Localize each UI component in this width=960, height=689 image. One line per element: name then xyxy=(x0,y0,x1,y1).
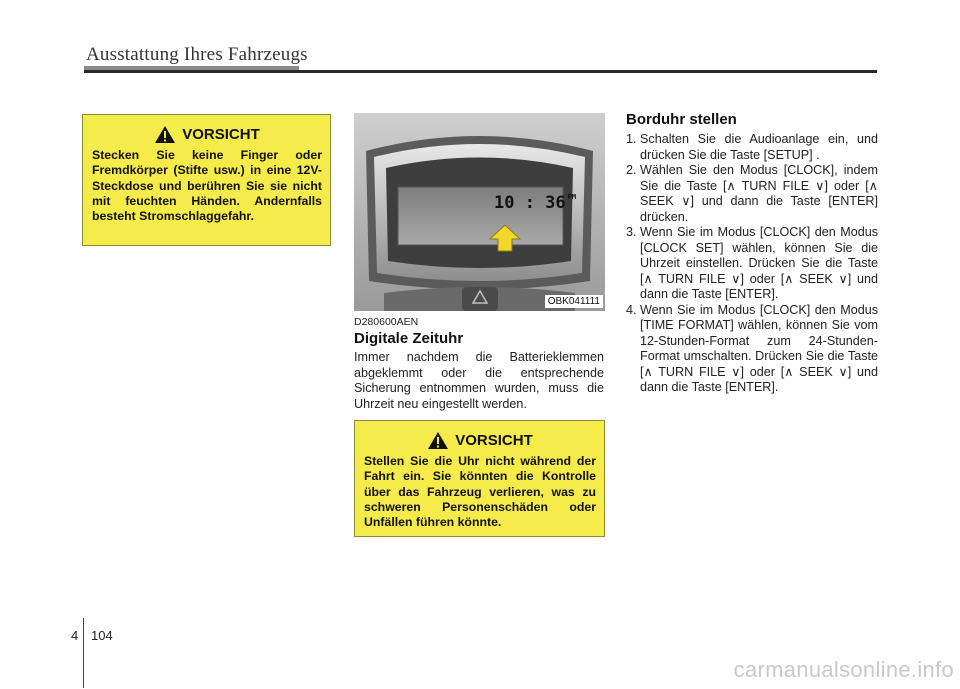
page-header-title: Ausstattung Ihres Fahrzeugs xyxy=(86,44,308,65)
header-rule xyxy=(84,70,877,73)
list-item: 1. Schalten Sie die Audioanlage ein, und drücken Sie die Taste [SETUP] . xyxy=(626,132,878,162)
photo-reference-label: OBK041111 xyxy=(545,295,603,308)
section-heading: Digitale Zeituhr xyxy=(354,330,464,347)
warning-triangle-icon xyxy=(154,125,176,144)
caution-title: VORSICHT xyxy=(182,126,260,143)
caution-box-driving xyxy=(354,420,605,537)
clock-display-text: 10 : 36 $^{PM}$ xyxy=(494,193,577,213)
caution-title: VORSICHT xyxy=(455,432,533,449)
section-code: D280600AEN xyxy=(354,316,419,328)
clock-setting-steps xyxy=(626,132,878,396)
caution-heading xyxy=(92,125,322,144)
list-item: 3. Wenn Sie im Modus [CLOCK] den Modus [CLOCK SET] wählen, können Sie die Uhrzeit einstellen. Drücken Sie die Taste [∧ TURN FILE ∨] oder [∧ SEEK ∨] und dann die Taste [ENTER]. xyxy=(626,225,878,301)
section-body: Immer nachdem die Batterieklemmen abgeklemmt oder die entsprechende Sicherung entnommen wurden, muss die Uhrzeit neu eingestellt werden. xyxy=(354,350,604,411)
list-item: 2. Wählen Sie den Modus [CLOCK], indem Sie die Taste [∧ TURN FILE ∨] oder [∧ SEEK ∨] und dann die Taste [ENTER] drücken. xyxy=(626,163,878,224)
caution-text: Stecken Sie keine Finger oder Fremdkörper (Stifte usw.) in eine 12V-Steckdose und berühren Sie sie nicht mit feuchten Händen. Andernfalls besteht Stromschlaggefahr. xyxy=(92,148,322,224)
clock-photo xyxy=(354,113,605,311)
chapter-number: 4 xyxy=(71,628,79,643)
page-number: 104 xyxy=(91,628,113,643)
caution-text: Stellen Sie die Uhr nicht während der Fahrt ein. Sie könnten die Kontrolle über das Fahrzeug verlieren, was zu schweren Personenschäden oder Unfällen führen könnte. xyxy=(364,454,596,530)
caution-heading xyxy=(364,431,596,450)
footer-divider xyxy=(83,618,84,688)
list-item: 4. Wenn Sie im Modus [CLOCK] den Modus [TIME FORMAT] wählen, können Sie vom 12-Stunden-Format zum 24-Stunden-Format umschalten. Drücken Sie die Taste [∧ TURN FILE ∨] oder [∧ SEEK ∨] und dann die Taste [ENTER]. xyxy=(626,302,878,394)
warning-triangle-icon xyxy=(427,431,449,450)
caution-box-socket xyxy=(82,114,331,246)
clock-setting-heading: Borduhr stellen xyxy=(626,111,737,128)
watermark: carmanualsonline.info xyxy=(733,657,954,682)
